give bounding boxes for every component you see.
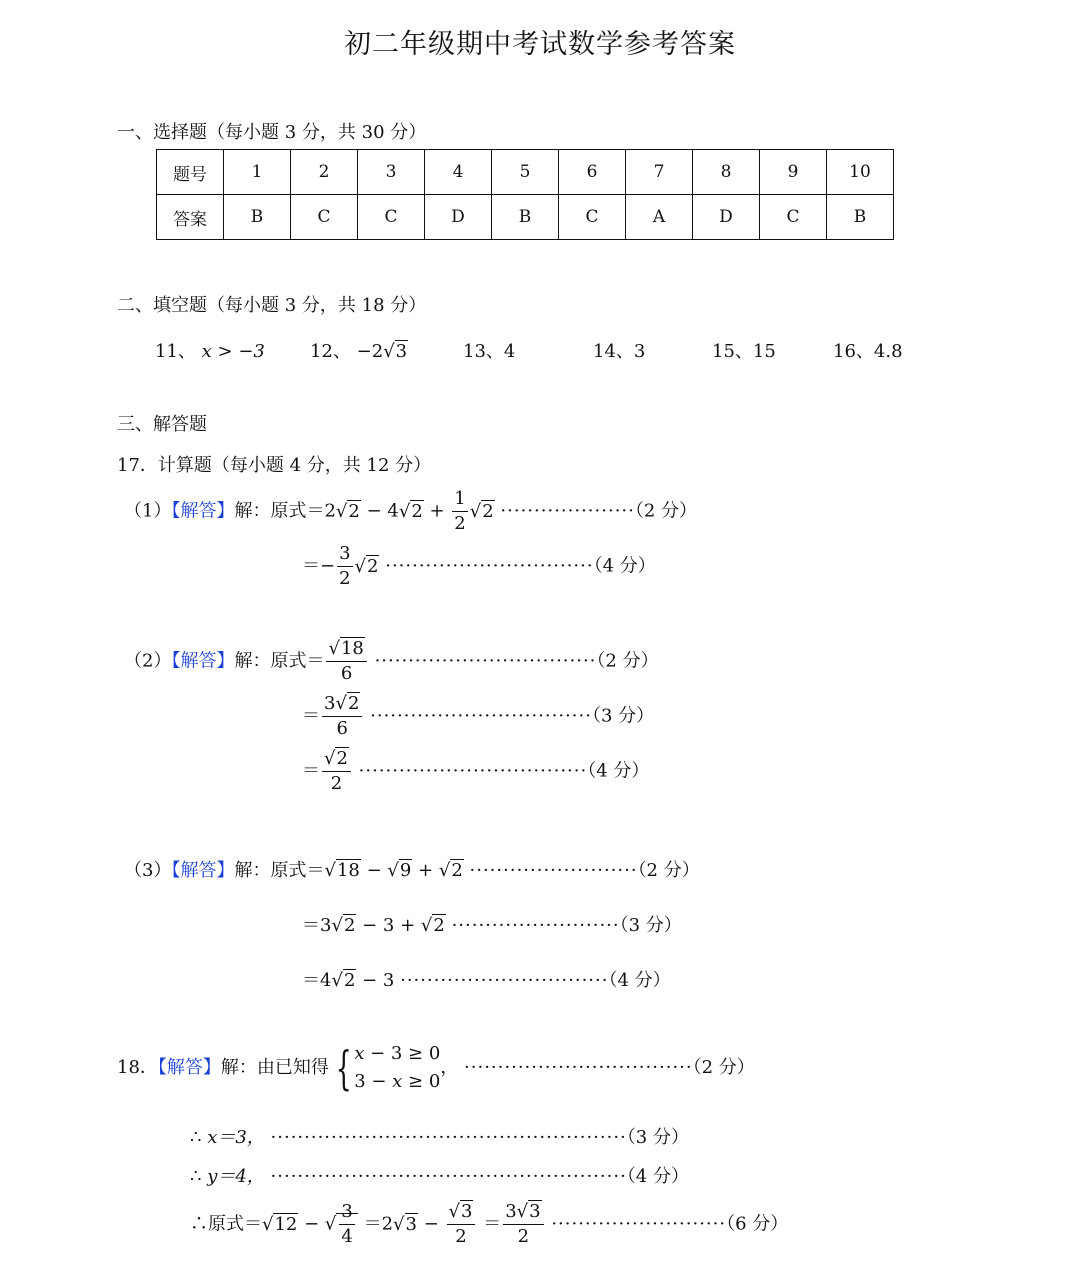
question-number: 5 xyxy=(492,150,559,195)
q17-part1-step1: （1）【解答】解：原式＝2√2 − 4√2 + $\frac{1}{2}$ √2 ····················（2 分） xyxy=(124,488,698,534)
fill-answer-14: 14、3 xyxy=(593,341,646,362)
question-number: 4 xyxy=(425,150,492,195)
row-label-question: 题号 xyxy=(157,150,224,195)
section-choice-heading: 一、选择题（每小题 3 分，共 30 分） xyxy=(117,122,427,143)
fill-answer-16: 16、4.8 xyxy=(833,341,903,362)
answer-cell: D xyxy=(693,195,760,240)
answer-cell: C xyxy=(760,195,827,240)
q17-part3-step1: （3）【解答】解：原式＝√18 − √9 + √2 ·························（2 分） xyxy=(124,860,700,881)
table-row-answers xyxy=(157,195,894,240)
answer-cell: C xyxy=(291,195,358,240)
q18-step4: ∴原式＝√12 − √ $\frac{3}{4}$ ＝2√3 − $\frac{√3}{2}$ ＝ $\frac{3√3}{2}$ ··························（6 分） xyxy=(190,1201,789,1247)
q18-step1: 18．【解答】解：由已知得 { x − 3 ≥ 0 3 − x ≥ 0， ··································（2 分） xyxy=(117,1041,755,1095)
question-number: 2 xyxy=(291,150,358,195)
question-number: 1 xyxy=(224,150,291,195)
answer-cell: B xyxy=(492,195,559,240)
answer-cell: B xyxy=(827,195,894,240)
answer-cell: C xyxy=(559,195,626,240)
q17-part3-step3: ＝4√2 − 3 ·······························（4 分） xyxy=(302,970,671,991)
answer-cell: B xyxy=(224,195,291,240)
q17-part1-step2: ＝− $\frac{3}{2}$ √2 ·······························（4 分） xyxy=(302,543,656,589)
fill-answer-12: 12、 −2√3 xyxy=(310,341,408,362)
fill-answer-13: 13、4 xyxy=(463,341,516,362)
question-number: 9 xyxy=(760,150,827,195)
table-row-question-numbers xyxy=(157,150,894,195)
question-number: 6 xyxy=(559,150,626,195)
row-label-answer: 答案 xyxy=(157,195,224,240)
question-number: 8 xyxy=(693,150,760,195)
answer-cell: A xyxy=(626,195,693,240)
q17-part2-step2: ＝ $\frac{3√2}{6}$ ·································（3 分） xyxy=(302,693,655,739)
section-fill-heading: 二、填空题（每小题 3 分，共 18 分） xyxy=(117,295,427,316)
q18-step2: ∴ x＝3， ·····················································（3 分） xyxy=(190,1127,689,1148)
question-number: 10 xyxy=(827,150,894,195)
answer-cell: C xyxy=(358,195,425,240)
q18-step3: ∴ y＝4， ·····················································（4 分） xyxy=(190,1166,689,1187)
section-solve-heading: 三、解答题 xyxy=(117,414,207,435)
fill-answer-15: 15、15 xyxy=(712,341,776,362)
page-title: 初二年级期中考试数学参考答案 xyxy=(344,29,736,60)
q17-heading: 17．计算题（每小题 4 分，共 12 分） xyxy=(117,455,432,476)
answer-cell: D xyxy=(425,195,492,240)
q17-part3-step2: ＝3√2 − 3 + √2 ·························（3 分） xyxy=(302,915,682,936)
q17-part2-step3: ＝ $\frac{√2}{2}$ ··································（4 分） xyxy=(302,748,650,794)
fill-answer-11: 11、 x > −3 xyxy=(155,341,265,362)
answer-table xyxy=(156,149,894,240)
q17-part2-step1: （2）【解答】解：原式＝ $\frac{√18}{6}$ ·································（2 分） xyxy=(124,638,659,684)
question-number: 3 xyxy=(358,150,425,195)
question-number: 7 xyxy=(626,150,693,195)
